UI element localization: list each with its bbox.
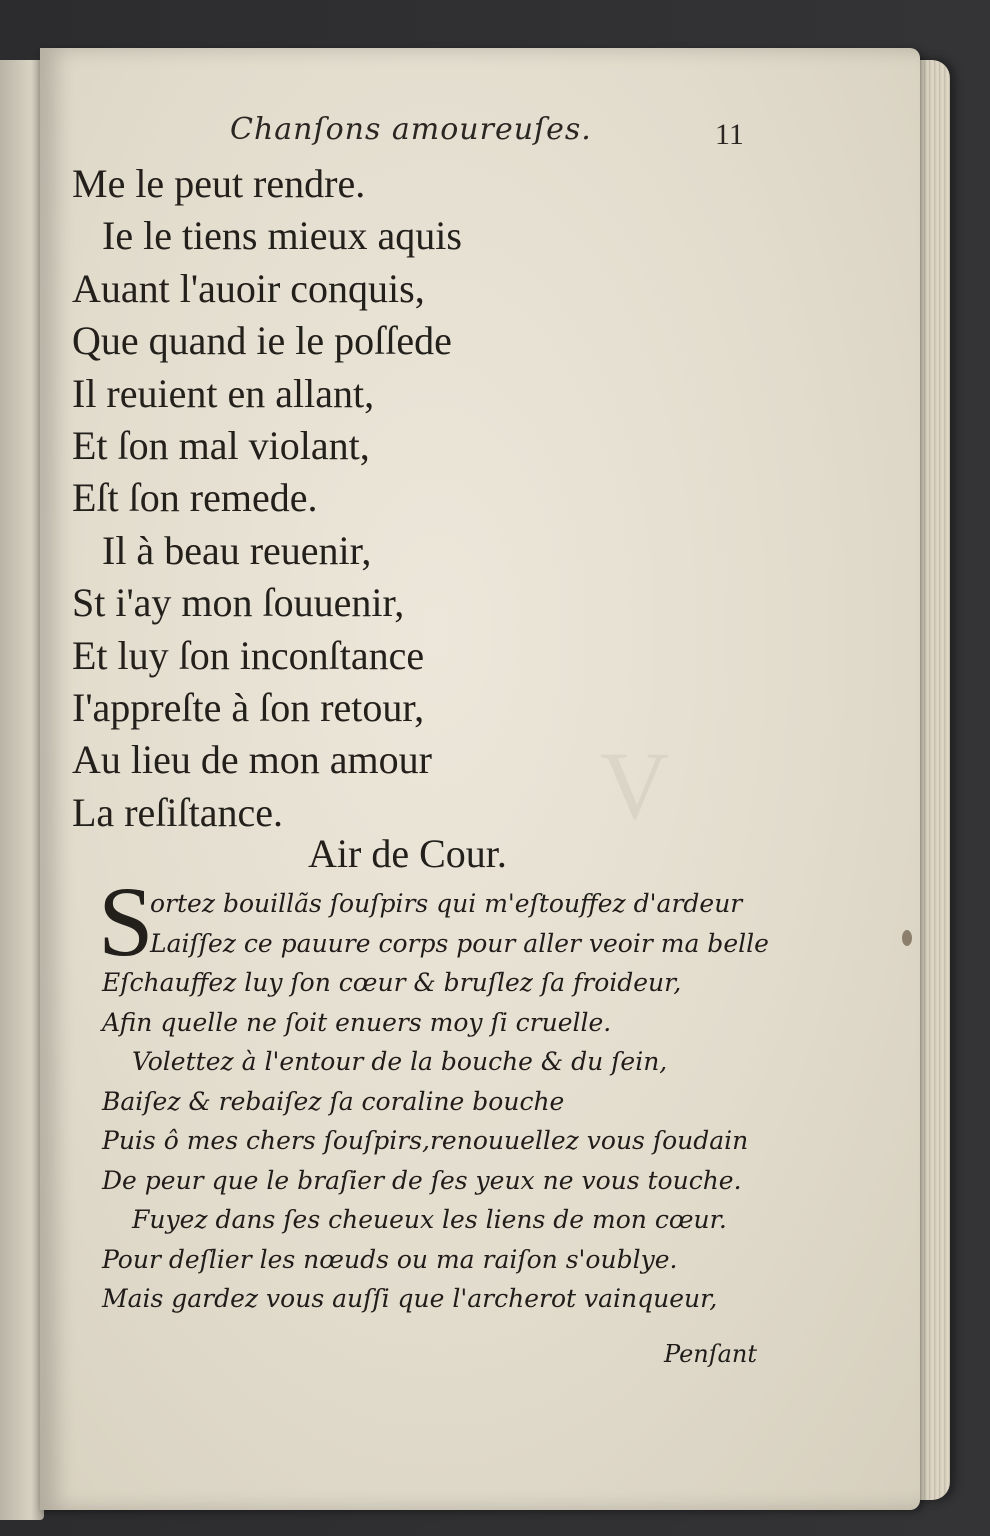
stanza-line: La reſiſtance. bbox=[72, 789, 283, 835]
poem-line: De peur que le braſier de ſes yeux ne vous touche. bbox=[102, 1165, 742, 1195]
stanza-line: I'appreſte à ſon retour, bbox=[72, 684, 425, 730]
stanza-line: Ie le tiens mieux aquis bbox=[102, 213, 462, 259]
stanza-line: Que quand ie le poſſede bbox=[72, 318, 452, 364]
poem-line: Fuyez dans ſes cheueux les liens de mon cœur. bbox=[132, 1205, 727, 1234]
section-heading: Air de Cour. bbox=[308, 831, 507, 876]
stanza-line: St i'ay mon ſouuenir, bbox=[72, 580, 405, 626]
page-number: 11 bbox=[715, 118, 744, 151]
drop-capital: S bbox=[98, 866, 154, 977]
poem-line: Eſchauffez luy ſon cœur & bruſlez ſa froideur, bbox=[102, 968, 682, 997]
show-through-letter: V bbox=[600, 732, 670, 839]
running-title: Chanſons amoureuſes. bbox=[230, 112, 592, 147]
stanza-line: Il reuient en allant, bbox=[72, 370, 375, 416]
poem-line: Afin quelle ne ſoit enuers moy ſi cruelle. bbox=[102, 1007, 612, 1037]
stanza-line: Et luy ſon inconſtance bbox=[72, 632, 425, 678]
poem-line: Mais gardez vous auſſi que l'archerot vainqueur, bbox=[102, 1284, 718, 1313]
stanza-block bbox=[72, 158, 462, 839]
stanza-line: Au lieu de mon amour bbox=[72, 737, 432, 783]
stanza-line: Me le peut rendre. bbox=[72, 161, 366, 206]
paper-stain bbox=[902, 930, 912, 946]
poem-line: ortez bouillãs ſouſpirs qui m'eſtouffez d'ardeur bbox=[150, 889, 743, 918]
poem-line: Volettez à l'entour de la bouche & du ſein, bbox=[132, 1047, 668, 1076]
poem-line: Baiſez & rebaiſez ſa coraline bouche bbox=[102, 1086, 565, 1116]
stanza-line: Auant l'auoir conquis, bbox=[72, 265, 425, 311]
poem-line: Laiſſez ce pauure corps pour aller veoir ma belle bbox=[150, 928, 769, 958]
stanza-line: Et ſon mal violant, bbox=[72, 422, 370, 468]
stanza-line: Eſt ſon remede. bbox=[72, 475, 318, 521]
stanza-line: Il à beau reuenir, bbox=[102, 527, 372, 573]
poem-line: Pour deſlier les nœuds ou ma raiſon s'oublye. bbox=[102, 1244, 678, 1274]
catchword: Penſant bbox=[664, 1340, 758, 1368]
poem-line: Puis ô mes chers ſouſpirs,renouuellez vous ſoudain bbox=[102, 1126, 749, 1155]
facing-page-edge bbox=[0, 60, 44, 1520]
poem-block bbox=[102, 884, 769, 1319]
